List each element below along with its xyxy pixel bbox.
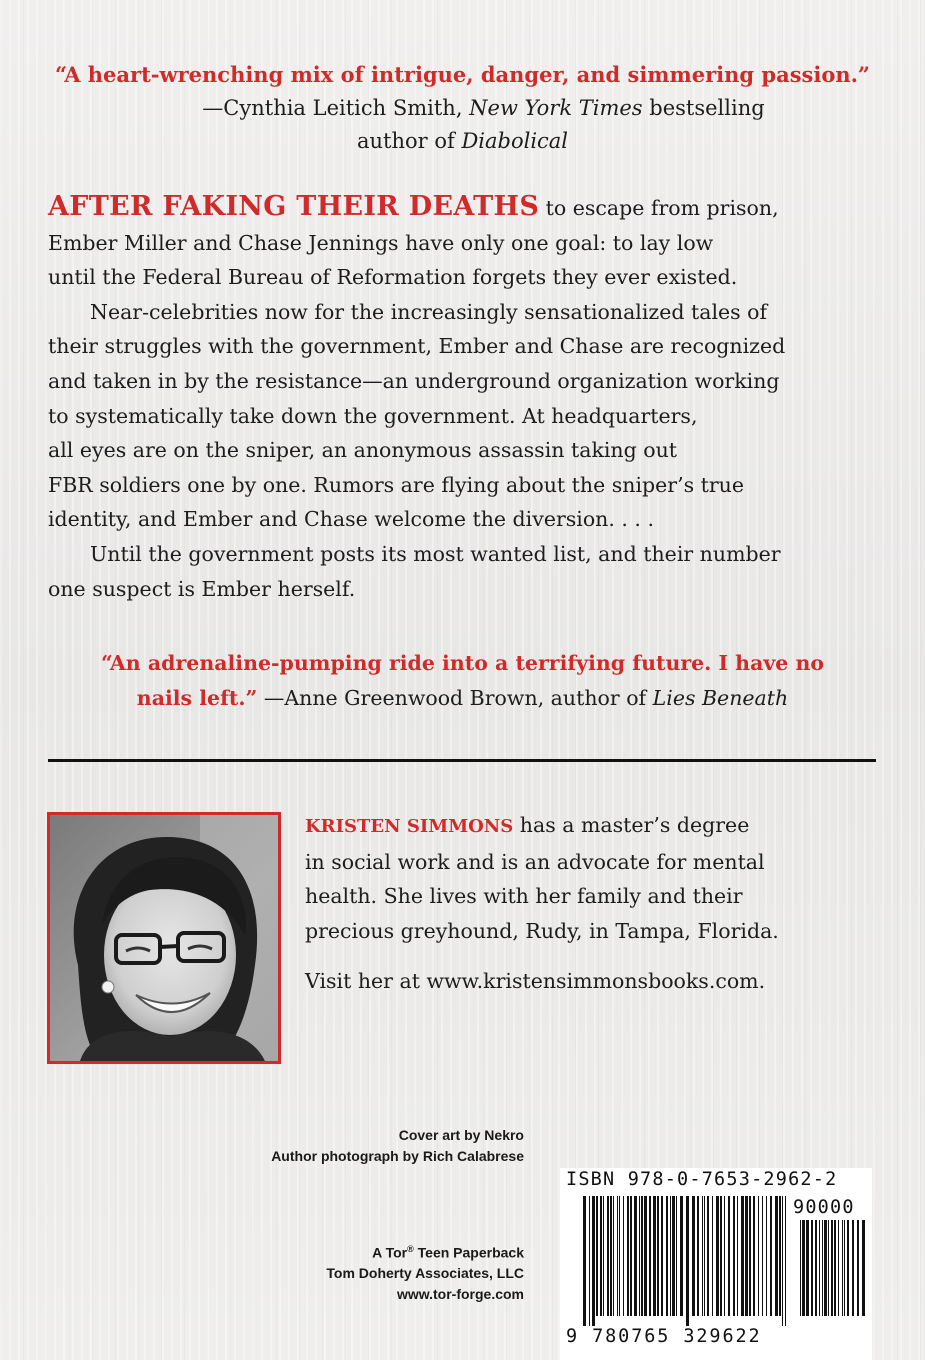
second-quote-line1: “An adrenaline-pumping ride into a terrifying future. I have no (100, 651, 825, 675)
barcode-bar (775, 1196, 778, 1316)
author-website: Visit her at www.kristensimmonsbooks.com. (305, 969, 766, 994)
second-review-quote (0, 646, 925, 716)
photo-credit: Author photograph by Rich Calabrese (271, 1147, 524, 1164)
author-bio (305, 808, 885, 999)
barcode-bar (692, 1196, 695, 1316)
publisher-website: www.tor-forge.com (396, 1285, 524, 1302)
bio-line: in social work and is an advocate for mental (305, 849, 765, 874)
barcode-bar (613, 1196, 614, 1316)
barcode-bar (720, 1196, 722, 1316)
barcode-bar (733, 1196, 735, 1316)
isbn-label: ISBN 978-0-7653-2962-2 (566, 1169, 838, 1190)
barcode-bar (800, 1220, 801, 1316)
synopsis-lead-caps: AFTER FAKING THEIR DEATHS (48, 191, 540, 222)
synopsis-line: their struggles with the government, Ember and Chase are recognized (48, 334, 786, 359)
barcode-bar (741, 1196, 744, 1316)
barcode-bar (762, 1196, 763, 1316)
price-barcode (800, 1220, 866, 1326)
author-name: KRISTEN SIMMONS (305, 816, 514, 837)
barcode-bar (811, 1220, 813, 1316)
barcode-bar (617, 1196, 618, 1316)
ean-digits: 9 780765 329622 (566, 1326, 762, 1347)
barcode-bar (779, 1196, 781, 1316)
bio-line: health. She lives with her family and their (305, 884, 743, 909)
barcode-bar (644, 1196, 647, 1316)
art-credits (200, 1125, 524, 1166)
barcode-bar (702, 1196, 703, 1316)
barcode-bar (627, 1196, 629, 1316)
barcode-bar (831, 1220, 833, 1316)
barcode-bar (749, 1196, 751, 1316)
imprint-line: A Tor® Teen Paperback (372, 1244, 524, 1261)
barcode-bar (712, 1196, 713, 1316)
barcode-bar (704, 1196, 705, 1316)
barcode-bar (680, 1196, 683, 1316)
barcode-bar (630, 1196, 632, 1316)
barcode-bar (857, 1220, 859, 1316)
price-code: 90000 (793, 1197, 855, 1218)
barcode-bar (770, 1196, 772, 1316)
barcode-bar (639, 1196, 640, 1316)
synopsis-line: identity, and Ember and Chase welcome the diversion. . . . (48, 507, 654, 532)
barcode-bar (583, 1196, 586, 1326)
barcode-bar (600, 1196, 602, 1316)
top-quote-attribution: —Cynthia Leitich Smith, New York Times bestselling (202, 96, 765, 120)
synopsis-line: one suspect is Ember herself. (48, 576, 356, 601)
barcode-bar (819, 1220, 820, 1316)
top-quote-text: “A heart-wrenching mix of intrigue, danger, and simmering passion.” (55, 62, 870, 87)
barcode-bar (842, 1220, 843, 1316)
synopsis-line: Until the government posts its most wanted list, and their number (90, 541, 781, 566)
barcode-bar (653, 1196, 656, 1316)
barcode-bar (686, 1196, 689, 1326)
barcode-bar (753, 1196, 755, 1316)
barcode-bar (822, 1220, 823, 1316)
barcode-bar (862, 1220, 865, 1316)
top-quote-author-of: author of Diabolical (356, 129, 569, 153)
bio-line: KRISTEN SIMMONS has a master’s degree (305, 813, 750, 837)
barcode-bar (607, 1196, 609, 1316)
barcode-bar (672, 1196, 675, 1316)
publisher-info (200, 1239, 524, 1304)
barcode-bar (766, 1196, 767, 1316)
barcode-bar (707, 1196, 709, 1316)
synopsis (48, 190, 878, 606)
divider-rule (48, 759, 876, 762)
barcode-bar (589, 1196, 590, 1326)
barcode-bar (610, 1196, 612, 1316)
barcode-bar (745, 1196, 748, 1316)
synopsis-line: AFTER FAKING THEIR DEATHS to escape from prison, (48, 191, 779, 222)
barcode-bar (838, 1220, 839, 1316)
barcode-bar (847, 1220, 849, 1316)
barcode-bar (815, 1220, 817, 1316)
barcode-bar (724, 1196, 725, 1316)
barcode-bar (737, 1196, 738, 1316)
top-review-quote (0, 58, 925, 158)
barcode-bar (670, 1196, 671, 1316)
barcode-bar (844, 1220, 845, 1316)
synopsis-line: to systematically take down the government. At headquarters, (48, 403, 698, 428)
synopsis-line: Near-celebrities now for the increasingly sensationalized tales of (90, 299, 768, 324)
barcode-bar (661, 1196, 663, 1316)
publisher-name: Tom Doherty Associates, LLC (326, 1265, 524, 1282)
barcode-bar (619, 1196, 620, 1316)
barcode-bar (649, 1196, 651, 1316)
barcode-bar (716, 1196, 719, 1316)
barcode-bar (623, 1196, 624, 1316)
synopsis-line: and taken in by the resistance—an underground organization working (48, 368, 780, 393)
barcode-bar (758, 1196, 759, 1316)
barcode-bar (834, 1220, 836, 1316)
barcode-bar (603, 1196, 604, 1316)
barcode-bar (806, 1220, 809, 1316)
barcode-bar (785, 1196, 786, 1326)
second-quote-line2: nails left.” —Anne Greenwood Brown, author of Lies Beneath (136, 686, 789, 710)
barcode-bar (697, 1196, 699, 1316)
synopsis-line: FBR soldiers one by one. Rumors are flying about the sniper’s true (48, 472, 744, 497)
bio-line: precious greyhound, Rudy, in Tampa, Florida. (305, 918, 779, 943)
barcode-bar (596, 1196, 598, 1316)
barcode-bar (828, 1220, 829, 1316)
barcode-bar (641, 1196, 643, 1316)
barcode-bar (824, 1220, 827, 1316)
barcode-bar (802, 1220, 805, 1316)
author-photo (47, 812, 281, 1064)
barcode-bar (634, 1196, 637, 1316)
cover-art-credit: Cover art by Nekro (398, 1127, 524, 1143)
author-portrait-illustration (50, 815, 278, 1061)
barcode-bar (676, 1196, 677, 1316)
barcode-bar (852, 1220, 854, 1316)
barcode-bar (666, 1196, 668, 1316)
barcode-bar (782, 1196, 783, 1326)
barcode-bar (728, 1196, 730, 1316)
synopsis-line: Ember Miller and Chase Jennings have only one goal: to lay low (48, 230, 714, 255)
synopsis-line: all eyes are on the sniper, an anonymous assassin taking out (48, 438, 678, 463)
ean-barcode (583, 1196, 789, 1326)
synopsis-line: until the Federal Bureau of Reformation forgets they ever existed. (48, 265, 738, 290)
barcode-bar (592, 1196, 595, 1326)
barcode-bar (657, 1196, 659, 1316)
